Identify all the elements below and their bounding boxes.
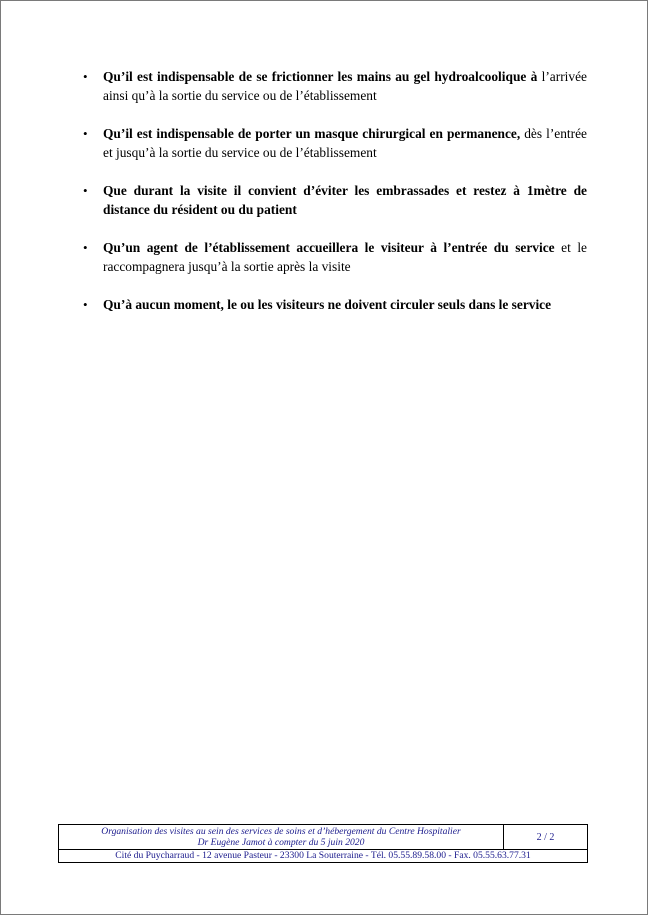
footer-org-line2: Dr Eugène Jamot à compter du 5 juin 2020: [197, 837, 365, 848]
bullet-bold-text: Que durant la visite il convient d’éviter les embrassades et restez à 1mètre de distance du résident ou du patient: [103, 183, 587, 217]
bullet-icon: •: [83, 297, 88, 312]
footer-address: Cité du Puycharraud - 12 avenue Pasteur - 23300 La Souterraine - Tél. 05.55.89.58.00 - Fax. 05.55.63.77.31: [59, 850, 588, 863]
page-number: 2 / 2: [504, 825, 588, 850]
bullet-bold-text: Qu’il est indispensable de porter un masque chirurgical en permanence,: [103, 126, 521, 141]
bullet-item: [77, 124, 587, 162]
bullet-normal-text: dès l’entrée et jusqu’à la sortie du service ou de l’établissement: [103, 126, 587, 160]
bullet-item: [77, 67, 587, 105]
bullet-icon: •: [83, 183, 88, 198]
bullet-item: [77, 238, 587, 276]
bullet-bold-text: Qu’il est indispensable de se frictionner les mains au gel hydroalcoolique à: [103, 69, 538, 84]
footer-table: [58, 824, 588, 863]
bullet-item: [77, 181, 587, 219]
bullet-bold-text: Qu’un agent de l’établissement accueillera le visiteur à l’entrée du service: [103, 240, 555, 255]
bullet-list: [77, 67, 587, 333]
bullet-icon: •: [83, 126, 88, 141]
bullet-icon: •: [83, 69, 88, 84]
bullet-normal-text: et le raccompagnera jusqu’à la sortie après la visite: [103, 240, 587, 274]
bullet-normal-text: l’arrivée ainsi qu’à la sortie du service ou de l’établissement: [103, 69, 587, 103]
bullet-bold-text: Qu’à aucun moment, le ou les visiteurs ne doivent circuler seuls dans le service: [103, 297, 552, 312]
footer-organisation: [59, 825, 504, 850]
bullet-item: [77, 295, 587, 314]
bullet-icon: •: [83, 240, 88, 255]
footer-org-line1: Organisation des visites au sein des services de soins et d’hébergement du Centre Hospitalier: [101, 826, 461, 837]
